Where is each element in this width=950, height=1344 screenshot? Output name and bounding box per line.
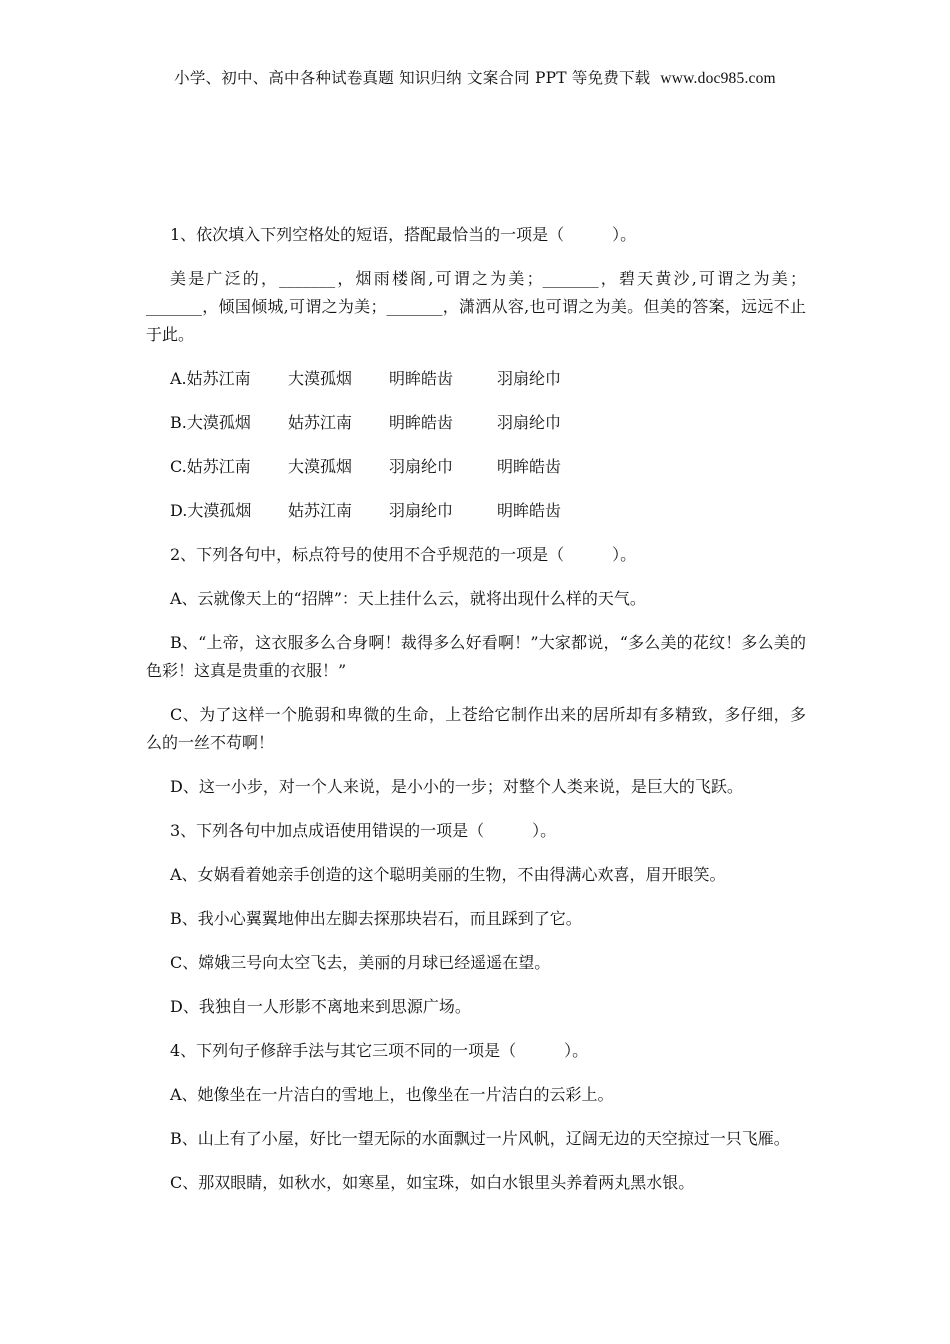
q1-option-a-2: 大漠孤烟 — [288, 369, 353, 388]
q3-option-b: B、我小心翼翼地伸出左脚去探那块岩石，而且踩到了它。 — [170, 909, 582, 928]
q1-option-c-3: 羽扇纶巾 — [389, 457, 454, 476]
q3-option-a: A、女娲看着她亲手创造的这个聪明美丽的生物，不由得满心欢喜，眉开眼笑。 — [170, 865, 726, 884]
q1-option-a-4: 羽扇纶巾 — [497, 369, 562, 388]
q1-passage: 美是广泛的，_______，烟雨楼阁,可谓之为美；_______，碧天黄沙,可谓之为美；_______，倾国倾城,可谓之为美；_______，潇洒从容,也可谓之为美。但美的答案，远远不止于此。 — [146, 269, 806, 344]
q1-stem: 1、依次填入下列空格处的短语，搭配最恰当的一项是（ ）。 — [170, 225, 637, 244]
q1-option-d — [146, 497, 806, 525]
q4-option-b: B、山上有了小屋，好比一望无际的水面飘过一片风帆，辽阔无边的天空掠过一只飞雁。 — [170, 1129, 790, 1148]
q3-stem: 3、下列各句中加点成语使用错误的一项是（ ）。 — [170, 821, 557, 840]
q3-option-d: D、我独自一人形影不离地来到思源广场。 — [170, 997, 471, 1016]
q1-option-d-1: D.大漠孤烟 — [170, 501, 252, 520]
header-site-link[interactable]: www.doc985.com — [660, 70, 776, 87]
q4-stem: 4、下列句子修辞手法与其它三项不同的一项是（ ）。 — [170, 1041, 589, 1060]
q1-option-b-3: 明眸皓齿 — [389, 413, 454, 432]
q1-option-d-3: 羽扇纶巾 — [389, 501, 454, 520]
q1-option-c — [146, 453, 806, 481]
q2-option-b: B、“上帝，这衣服多么合身啊！裁得多么好看啊！”大家都说，“多么美的花纹！多么美的色彩！这真是贵重的衣服！” — [146, 633, 806, 680]
q1-option-a-3: 明眸皓齿 — [389, 369, 454, 388]
exam-content — [146, 221, 806, 1213]
q2-option-a: A、云就像天上的“招牌”：天上挂什么云，就将出现什么样的天气。 — [170, 589, 646, 608]
page-header — [0, 66, 950, 88]
q1-option-d-2: 姑苏江南 — [288, 501, 353, 520]
q1-option-b-4: 羽扇纶巾 — [497, 413, 562, 432]
q1-option-a — [146, 365, 806, 393]
q1-option-c-2: 大漠孤烟 — [288, 457, 353, 476]
q3-option-c: C、嫦娥三号向太空飞去，美丽的月球已经遥遥在望。 — [170, 953, 551, 972]
q1-option-c-4: 明眸皓齿 — [497, 457, 562, 476]
q2-stem: 2、下列各句中，标点符号的使用不合乎规范的一项是（ ）。 — [170, 545, 637, 564]
q1-option-b — [146, 409, 806, 437]
q1-option-b-1: B.大漠孤烟 — [170, 413, 251, 432]
q4-option-c: C、那双眼睛，如秋水，如寒星，如宝珠，如白水银里头养着两丸黑水银。 — [170, 1173, 695, 1192]
q1-option-b-2: 姑苏江南 — [288, 413, 353, 432]
q1-option-c-1: C.姑苏江南 — [170, 457, 251, 476]
q1-option-a-1: A.姑苏江南 — [170, 369, 251, 388]
header-text: 小学、初中、高中各种试卷真题 知识归纳 文案合同 PPT 等免费下载 — [174, 69, 651, 87]
q2-option-c: C、为了这样一个脆弱和卑微的生命，上苍给它制作出来的居所却有多精致，多仔细，多么的一丝不苟啊！ — [146, 705, 806, 752]
q2-option-d: D、这一小步，对一个人来说，是小小的一步；对整个人类来说，是巨大的飞跃。 — [170, 777, 743, 796]
q1-option-d-4: 明眸皓齿 — [497, 501, 562, 520]
q4-option-a: A、她像坐在一片洁白的雪地上，也像坐在一片洁白的云彩上。 — [170, 1085, 614, 1104]
